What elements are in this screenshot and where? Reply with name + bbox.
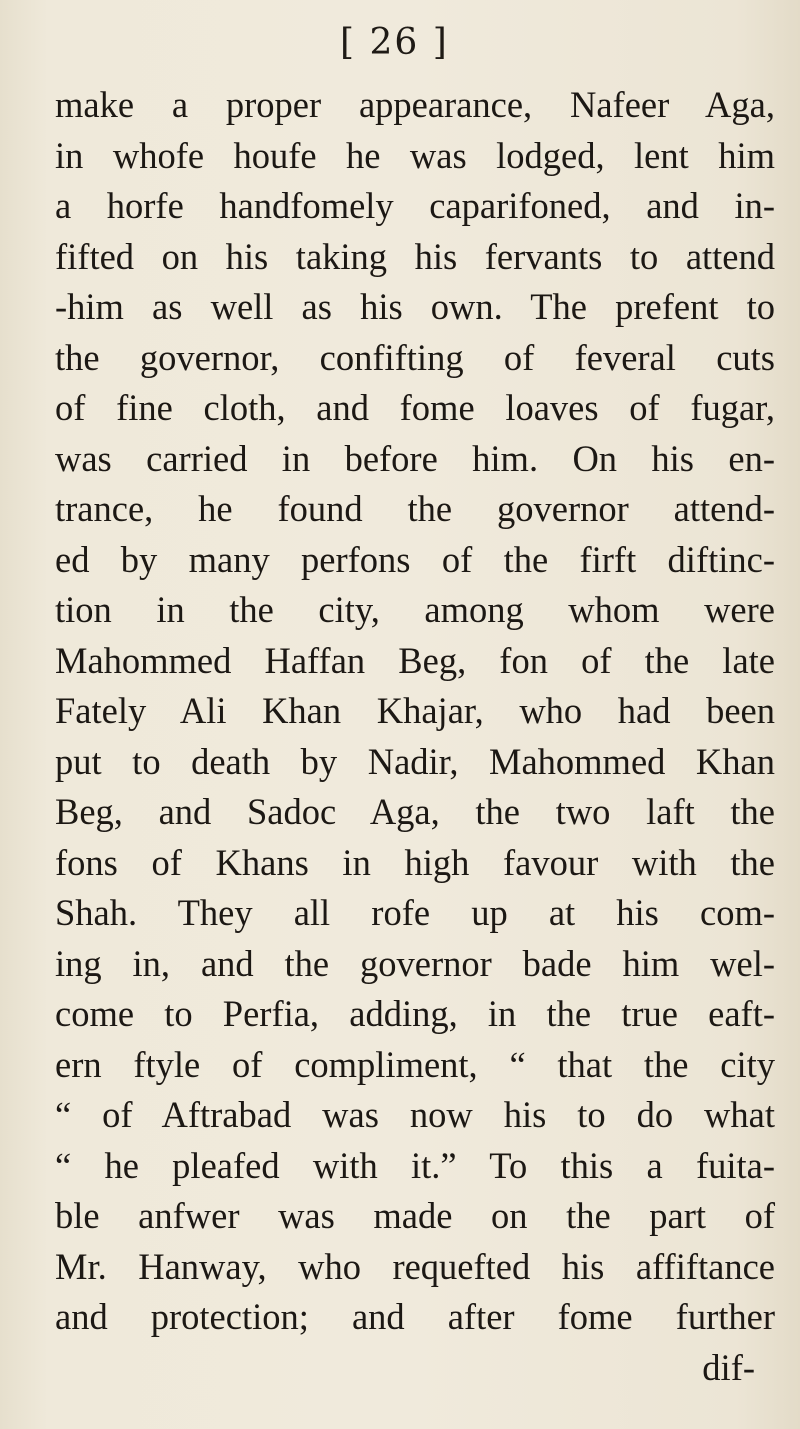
- text-line: Mahommed Haffan Beg, fon of the late: [55, 639, 775, 681]
- body-text: [55, 80, 775, 1393]
- text-line: in whofe houfe he was lodged, lent him: [55, 134, 775, 176]
- text-line: come to Perfia, adding, in the true eaft-: [55, 993, 775, 1034]
- text-line: fifted on his taking his fervants to attend: [55, 235, 775, 277]
- text-line: of fine cloth, and fome loaves of fugar,: [55, 387, 775, 428]
- text-line: ble anfwer was made on the part of: [55, 1195, 775, 1236]
- text-line: a horfe handfomely caparifoned, and in-: [55, 185, 775, 226]
- catchword: dif-: [702, 1346, 755, 1388]
- text-line: put to death by Nadir, Mahommed Khan: [55, 740, 775, 782]
- text-line: was carried in before him. On his en-: [55, 437, 775, 479]
- text-line: Shah. They all rofe up at his com-: [55, 892, 775, 933]
- text-line: Beg, and Sadoc Aga, the two laft the: [55, 791, 775, 832]
- text-line: tion in the city, among whom were: [55, 589, 775, 630]
- text-line: and protection; and after fome further: [55, 1296, 775, 1337]
- page-number: [ 26 ]: [340, 22, 449, 63]
- text-line: fons of Khans in high favour with the: [55, 841, 775, 883]
- text-line: ern ftyle of compliment, “ that the city: [55, 1043, 775, 1085]
- text-line: ing in, and the governor bade him wel-: [55, 942, 775, 984]
- text-line: Mr. Hanway, who requefted his affiftance: [55, 1245, 775, 1287]
- text-line: Fately Ali Khan Khajar, who had been: [55, 690, 775, 731]
- text-line: trance, he found the governor attend-: [55, 488, 775, 529]
- text-line: -him as well as his own. The prefent to: [55, 286, 775, 327]
- text-line: make a proper appearance, Nafeer Aga,: [55, 84, 775, 125]
- text-line: ed by many perfons of the firft diftinc-: [55, 538, 775, 580]
- text-line: “ he pleafed with it.” To this a fuita-: [55, 1144, 775, 1186]
- text-line: “ of Aftrabad was now his to do what: [55, 1094, 775, 1135]
- text-line: the governor, confifting of feveral cuts: [55, 336, 775, 378]
